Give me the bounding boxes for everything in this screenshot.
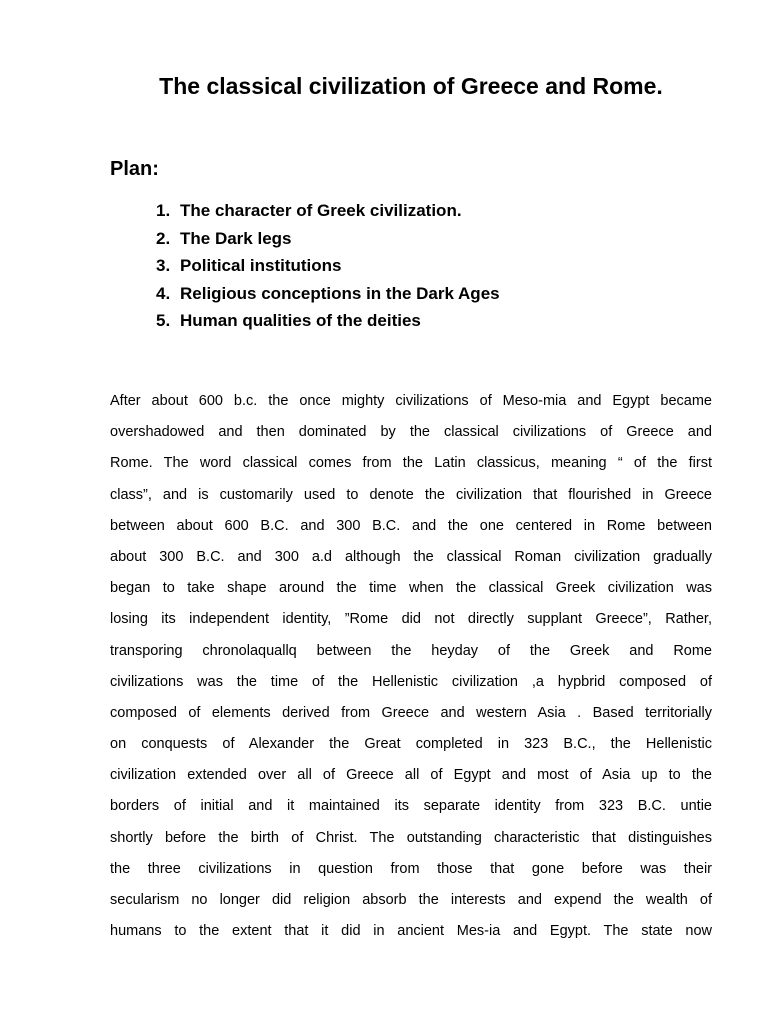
plan-item-number: 3.: [156, 256, 171, 275]
plan-item: [156, 252, 500, 280]
plan-item-number: 5.: [156, 311, 171, 330]
paragraph-line: class”, and is customarily used to denote the civilization that flourished in Greece: [110, 486, 712, 503]
body-paragraph: [110, 386, 712, 947]
plan-item: [156, 197, 500, 225]
plan-heading: Plan:: [110, 158, 159, 180]
paragraph-line: borders of initial and it maintained its separate identity from 323 B.C. untie: [110, 798, 712, 815]
plan-item-text: Human qualities of the deities: [180, 311, 421, 330]
paragraph-line: began to take shape around the time when the classical Greek civilization was: [110, 580, 712, 597]
paragraph-line: the three civilizations in question from those that gone before was their: [110, 860, 712, 877]
paragraph-line: secularism no longer did religion absorb the interests and expend the wealth of: [110, 892, 712, 908]
paragraph-line: humans to the extent that it did in ancient Mes-ia and Egypt. The state now: [110, 923, 712, 940]
paragraph-line: shortly before the birth of Christ. The outstanding characteristic that distinguishes: [110, 829, 712, 846]
paragraph-line: overshadowed and then dominated by the classical civilizations of Greece and: [110, 424, 712, 441]
paragraph-line: Rome. The word classical comes from the Latin classicus, meaning “ of the first: [110, 455, 712, 472]
paragraph-line: transporing chronolaquallq between the heyday of the Greek and Rome: [110, 642, 712, 659]
plan-item: [156, 307, 500, 335]
paragraph-line: about 300 B.C. and 300 a.d although the classical Roman civilization gradually: [110, 548, 712, 565]
paragraph-line: on conquests of Alexander the Great completed in 323 B.C., the Hellenistic: [110, 736, 712, 753]
paragraph-line: between about 600 B.C. and 300 B.C. and the one centered in Rome between: [110, 517, 712, 534]
plan-item-text: The Dark legs: [180, 228, 292, 248]
plan-item-number: 1.: [156, 201, 171, 220]
paragraph-line: After about 600 b.c. the once mighty civilizations of Meso-mia and Egypt became: [110, 393, 712, 409]
plan-item: [156, 225, 500, 253]
plan-item-text: Religious conceptions in the Dark Ages: [180, 283, 500, 303]
paragraph-line: civilizations was the time of the Hellenistic civilization ,a hypbrid composed of: [110, 673, 712, 690]
paragraph-line: losing its independent identity, ”Rome did not directly supplant Greece”, Rather,: [110, 611, 712, 628]
plan-list: [156, 197, 500, 335]
plan-item-number: 4.: [156, 283, 171, 303]
plan-item-number: 2.: [156, 228, 171, 248]
plan-item-text: The character of Greek civilization.: [180, 201, 462, 220]
paragraph-line: civilization extended over all of Greece all of Egypt and most of Asia up to the: [110, 767, 712, 784]
plan-item: [156, 280, 500, 308]
plan-item-text: Political institutions: [180, 256, 342, 275]
paragraph-line: composed of elements derived from Greece and western Asia . Based territorially: [110, 704, 712, 721]
document-title: The classical civilization of Greece and Rome.: [159, 73, 663, 99]
